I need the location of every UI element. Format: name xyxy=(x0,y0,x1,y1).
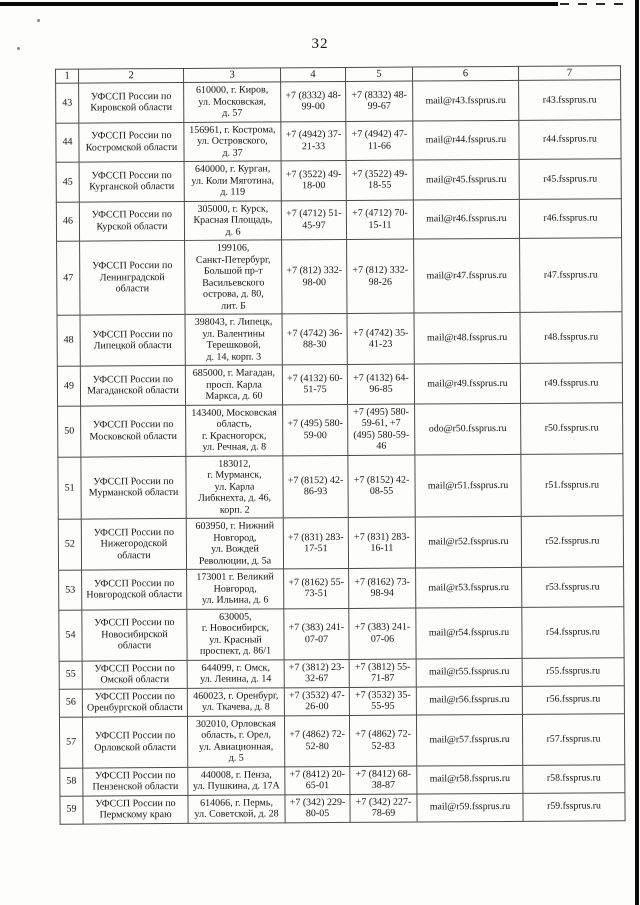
cell-address: 156961, г. Кострома, ул. Островского, д. 37 xyxy=(184,121,281,161)
cell-phone-2: +7 (342) 227-78-69 xyxy=(350,794,417,822)
cell-website: r56.fssprus.ru xyxy=(522,685,624,714)
cell-row-number: 57 xyxy=(59,717,82,768)
cell-office-name: УФССП России по Кировской области xyxy=(79,82,184,122)
cell-phone-2: +7 (383) 241-07-06 xyxy=(349,608,416,659)
table-row xyxy=(59,657,624,688)
cell-phone-1: +7 (4862) 72-52-80 xyxy=(284,715,349,766)
cell-website: r52.fssprus.ru xyxy=(521,516,623,568)
cell-phone-1: +7 (8332) 48-99-00 xyxy=(281,81,346,121)
cell-phone-1: +7 (4132) 60-51-75 xyxy=(282,364,347,404)
table-row xyxy=(59,713,624,767)
table-row xyxy=(59,606,624,660)
cell-address: 685000, г. Магадан, просп. Карла Маркса, д. 60 xyxy=(185,365,282,405)
cell-phone-1: +7 (8412) 20-65-01 xyxy=(285,766,350,794)
table-row xyxy=(58,516,623,570)
table-row xyxy=(57,238,622,315)
cell-website: r51.fssprus.ru xyxy=(521,453,623,516)
cell-website: r49.fssprus.ru xyxy=(520,363,622,403)
cell-row-number: 53 xyxy=(59,570,82,610)
cell-office-name: УФССП России по Оренбургской области xyxy=(82,688,187,717)
page-right-edge-line xyxy=(635,0,639,905)
table-row xyxy=(56,159,621,202)
cell-address: 640000, г. Курган, ул. Коли Мяготина, д. 119 xyxy=(184,161,281,201)
page-number: 32 xyxy=(311,36,329,52)
cell-address: 199106, Санкт-Петербург, Большой пр-т Васильевского острова, д. 80, лит. Б xyxy=(185,240,282,315)
cell-website: r43.fssprus.ru xyxy=(519,80,621,120)
cell-email: mail@r46.fssprus.ru xyxy=(413,199,519,239)
cell-email: mail@r54.fssprus.ru xyxy=(416,607,522,659)
table-row xyxy=(57,312,622,366)
cell-office-name: УФССП России по Новосибирской области xyxy=(82,609,187,661)
cell-website: r46.fssprus.ru xyxy=(519,198,621,238)
scan-speck xyxy=(37,19,40,22)
cell-phone-1: +7 (8162) 55-73-51 xyxy=(284,568,349,608)
cell-address: 440008, г. Пенза, ул. Пушкина, д. 17А xyxy=(188,766,285,795)
cell-office-name: УФССП России по Курской области xyxy=(79,201,184,241)
cell-address: 630005, г. Новосибирск, ул. Красный проспект, д. 86/1 xyxy=(187,608,284,660)
table-row xyxy=(59,685,624,716)
cell-email: mail@r55.fssprus.ru xyxy=(416,658,522,687)
cell-email: mail@r45.fssprus.ru xyxy=(413,159,519,199)
column-header-5: 5 xyxy=(346,67,413,81)
cell-phone-1: +7 (4742) 36-88-30 xyxy=(282,313,347,364)
cell-address: 398043, г. Липецк, ул. Валентины Терешковой, д. 14, корп. 3 xyxy=(185,314,282,366)
cell-office-name: УФССП России по Магаданской области xyxy=(80,365,185,405)
cell-email: mail@r51.fssprus.ru xyxy=(415,454,521,517)
cell-address: 603950, г. Нижний Новгород, ул. Вождей Революции, д. 5а xyxy=(186,518,283,570)
cell-phone-1: +7 (4712) 51-45-97 xyxy=(281,200,346,240)
cell-phone-2: +7 (4862) 72-52-83 xyxy=(349,715,416,766)
cell-website: r59.fssprus.ru xyxy=(523,792,625,821)
cell-website: r58.fssprus.ru xyxy=(523,764,625,793)
cell-address: 183012, г. Мурманск, ул. Карла Либкнехта, д. 46, корп. 2 xyxy=(186,455,283,518)
cell-email: mail@r43.fssprus.ru xyxy=(413,80,519,120)
cell-email: mail@r44.fssprus.ru xyxy=(413,120,519,160)
cell-phone-1: +7 (3532) 47-26-00 xyxy=(284,687,349,715)
cell-address: 644099, г. Омск, ул. Ленина, д. 14 xyxy=(187,659,284,688)
table-row xyxy=(56,198,621,241)
cell-phone-2: +7 (4942) 47-11-66 xyxy=(346,121,413,161)
column-header-4: 4 xyxy=(281,67,346,81)
cell-phone-1: +7 (4942) 37-21-33 xyxy=(281,121,346,161)
cell-office-name: УФССП России по Костромской области xyxy=(79,122,184,162)
table-row xyxy=(60,792,625,823)
cell-phone-2: +7 (8152) 42-08-55 xyxy=(348,455,415,518)
cell-email: mail@r56.fssprus.ru xyxy=(416,686,522,715)
cell-row-number: 56 xyxy=(59,689,82,717)
table-row xyxy=(56,80,621,123)
cell-phone-2: +7 (812) 332-98-26 xyxy=(347,239,414,313)
cell-address: 614066, г. Пермь, ул. Советской, д. 28 xyxy=(188,794,285,823)
cell-email: odo@r50.fssprus.ru xyxy=(415,403,521,455)
cell-phone-2: +7 (8332) 48-99-67 xyxy=(346,81,413,121)
cell-office-name: УФССП России по Новгородской области xyxy=(82,569,187,609)
cell-row-number: 49 xyxy=(57,366,80,406)
cell-phone-1: +7 (8152) 42-86-93 xyxy=(283,455,348,518)
cell-phone-1: +7 (831) 283-17-51 xyxy=(283,517,348,568)
cell-address: 305000, г. Курск, Красная Площадь, д. 6 xyxy=(184,200,281,240)
column-header-7: 7 xyxy=(518,66,620,81)
table-row xyxy=(60,764,625,795)
column-header-2: 2 xyxy=(79,68,184,83)
cell-website: r50.fssprus.ru xyxy=(521,402,623,454)
cell-email: mail@r47.fssprus.ru xyxy=(414,238,520,313)
cell-email: mail@r58.fssprus.ru xyxy=(417,765,523,794)
cell-row-number: 43 xyxy=(56,83,79,123)
cell-office-name: УФССП России по Московской области xyxy=(81,405,186,457)
cell-address: 302010, Орловская область, г. Орел, ул. Авиационная, д. 5 xyxy=(187,715,284,767)
cell-row-number: 51 xyxy=(58,457,81,520)
table-row xyxy=(56,119,621,162)
cell-phone-1: +7 (342) 229-80-05 xyxy=(285,794,350,822)
cell-website: r57.fssprus.ru xyxy=(522,713,624,765)
cell-website: r44.fssprus.ru xyxy=(519,119,621,159)
cell-address: 143400, Московская область, г. Красногорск, ул. Речная, д. 8 xyxy=(186,404,283,456)
cell-office-name: УФССП России по Омской области xyxy=(82,660,187,689)
cell-address: 610000, г. Киров, ул. Московская, д. 57 xyxy=(184,82,281,122)
cell-website: r47.fssprus.ru xyxy=(520,238,622,313)
cell-email: mail@r57.fssprus.ru xyxy=(416,714,522,766)
cell-website: r48.fssprus.ru xyxy=(520,312,622,364)
cell-office-name: УФССП России по Пермскому краю xyxy=(83,795,188,824)
cell-phone-2: +7 (3522) 49-18-55 xyxy=(346,160,413,200)
table-row xyxy=(58,402,623,456)
table-body xyxy=(56,80,626,824)
cell-office-name: УФССП России по Курганской области xyxy=(79,161,184,201)
cell-row-number: 55 xyxy=(59,661,82,689)
cell-row-number: 47 xyxy=(57,241,80,315)
cell-office-name: УФССП России по Нижегородской области xyxy=(81,518,186,570)
cell-phone-2: +7 (4132) 64-96-85 xyxy=(347,364,414,404)
cell-office-name: УФССП России по Орловской области xyxy=(82,716,187,768)
cell-phone-2: +7 (4742) 35-41-23 xyxy=(347,313,414,364)
cell-phone-2: +7 (3532) 35-55-95 xyxy=(349,687,416,715)
cell-phone-2: +7 (3812) 55-71-87 xyxy=(349,659,416,687)
cell-email: mail@r48.fssprus.ru xyxy=(414,312,520,364)
cell-phone-2: +7 (495) 580-59-61, +7 (495) 580-59-46 xyxy=(348,404,415,455)
cell-row-number: 54 xyxy=(59,610,82,661)
table-row xyxy=(57,363,622,406)
column-header-6: 6 xyxy=(413,66,519,81)
cell-phone-1: +7 (495) 580-59-00 xyxy=(283,404,348,455)
cell-address: 460023, г. Оренбург, ул. Ткачева, д. 8 xyxy=(187,687,284,716)
cell-row-number: 59 xyxy=(60,796,83,824)
cell-office-name: УФССП России по Мурманской области xyxy=(81,456,186,519)
cell-phone-1: +7 (812) 332-98-00 xyxy=(282,239,347,313)
cell-row-number: 50 xyxy=(58,406,81,457)
cell-website: r45.fssprus.ru xyxy=(519,159,621,199)
cell-email: mail@r49.fssprus.ru xyxy=(414,363,520,403)
contacts-table xyxy=(55,65,626,824)
cell-office-name: УФССП России по Ленинградской области xyxy=(80,240,185,315)
cell-row-number: 45 xyxy=(56,162,79,202)
cell-row-number: 44 xyxy=(56,123,79,163)
cell-phone-1: +7 (3812) 23-32-67 xyxy=(284,659,349,687)
cell-phone-2: +7 (831) 283-16-11 xyxy=(348,517,415,568)
cell-website: r53.fssprus.ru xyxy=(522,567,624,607)
page-top-edge-line xyxy=(0,2,558,6)
cell-row-number: 58 xyxy=(60,768,83,796)
cell-email: mail@r52.fssprus.ru xyxy=(415,516,521,568)
cell-office-name: УФССП России по Пензенской области xyxy=(83,767,188,796)
cell-office-name: УФССП России по Липецкой области xyxy=(80,314,185,366)
cell-phone-2: +7 (4712) 70-15-11 xyxy=(346,200,413,240)
cell-phone-2: +7 (8162) 73-98-94 xyxy=(349,568,416,608)
cell-phone-1: +7 (3522) 49-18-00 xyxy=(281,160,346,200)
page-top-edge-dashes xyxy=(560,3,632,5)
cell-row-number: 46 xyxy=(56,202,79,242)
cell-website: r55.fssprus.ru xyxy=(522,657,624,686)
column-header-3: 3 xyxy=(184,68,281,83)
table-row xyxy=(58,453,623,519)
cell-email: mail@r59.fssprus.ru xyxy=(417,793,523,822)
cell-address: 173001 г. Великий Новгород, ул. Ильина, д. 6 xyxy=(187,569,284,609)
cell-phone-1: +7 (383) 241-07-07 xyxy=(284,608,349,659)
cell-email: mail@r53.fssprus.ru xyxy=(416,567,522,607)
cell-phone-2: +7 (8412) 68-38-87 xyxy=(350,766,417,794)
column-header-1: 1 xyxy=(56,69,79,83)
cell-row-number: 48 xyxy=(57,315,80,366)
cell-website: r54.fssprus.ru xyxy=(522,606,624,658)
table-row xyxy=(59,567,624,610)
cell-row-number: 52 xyxy=(58,519,81,570)
